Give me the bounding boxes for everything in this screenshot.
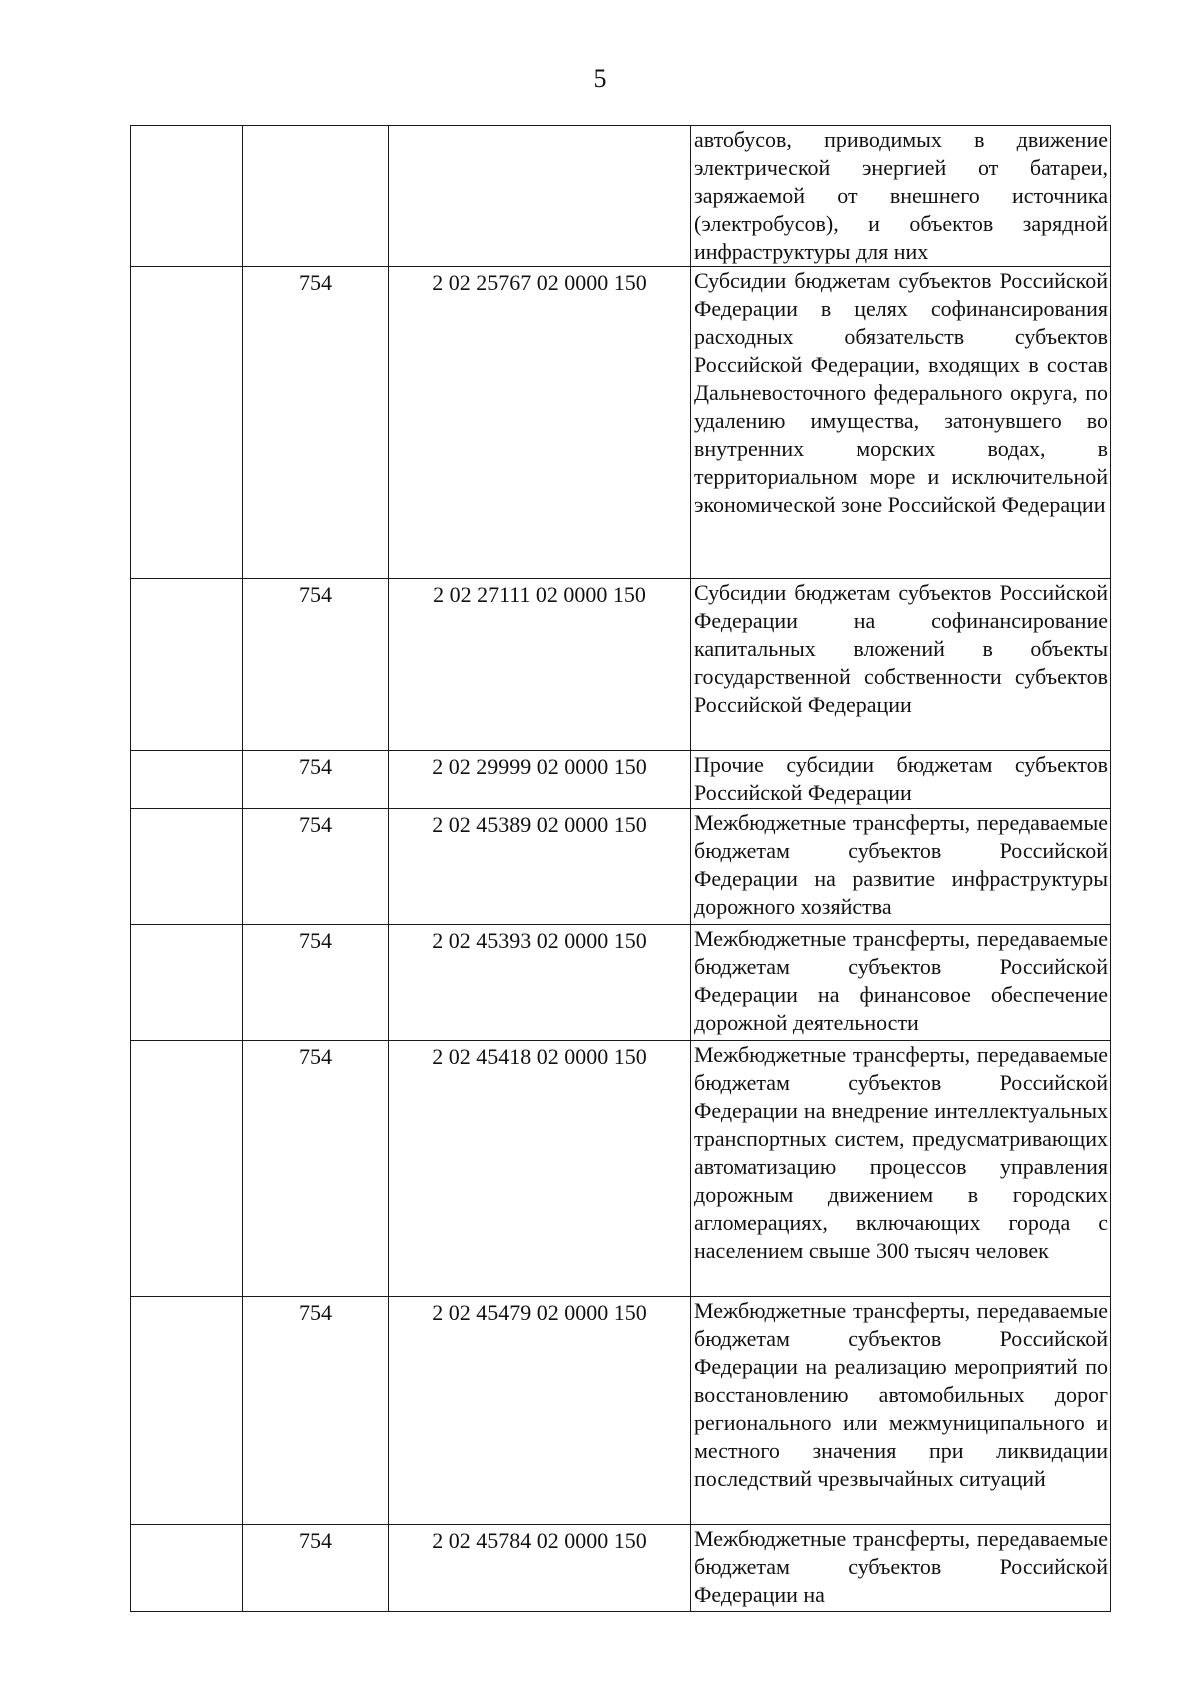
table-row: [131, 1297, 1111, 1525]
budget-code-cell: 2 02 29999 02 0000 150: [389, 751, 691, 809]
budget-code-cell: 2 02 45784 02 0000 150: [389, 1525, 691, 1612]
admin-code-cell: 754: [243, 267, 389, 579]
description-cell: автобусов, приводимых в движение электрической энергией от батареи, заряжаемой от внешнего источника (электробусов), и объектов зарядной инфраструктуры для них: [691, 126, 1111, 267]
admin-code-cell: 754: [243, 579, 389, 751]
budget-code-cell: 2 02 45389 02 0000 150: [389, 809, 691, 925]
admin-code-cell: 754: [243, 751, 389, 809]
description-cell: Прочие субсидии бюджетам субъектов Российской Федерации: [691, 751, 1111, 809]
admin-code-cell: 754: [243, 1041, 389, 1297]
table-row: [131, 751, 1111, 809]
description-cell: Межбюджетные трансферты, передаваемые бюджетам субъектов Российской Федерации на развитие инфраструктуры дорожного хозяйства: [691, 809, 1111, 925]
budget-codes-table: [130, 125, 1111, 1612]
table-row: [131, 809, 1111, 925]
row-index-cell: [131, 126, 243, 267]
description-cell: Субсидии бюджетам субъектов Российской Федерации в целях софинансирования расходных обязательств субъектов Российской Федерации, входящих в состав Дальневосточного федерального округа, по удалению имущества, затонувшего во внутренних морских водах, в территориальном море и исключительной экономической зоне Российской Федерации: [691, 267, 1111, 579]
table-row: [131, 1525, 1111, 1612]
admin-code-cell: [243, 126, 389, 267]
admin-code-cell: 754: [243, 925, 389, 1041]
page-number: 5: [593, 64, 607, 93]
budget-code-cell: 2 02 45393 02 0000 150: [389, 925, 691, 1041]
budget-code-cell: 2 02 45418 02 0000 150: [389, 1041, 691, 1297]
budget-code-cell: [389, 126, 691, 267]
admin-code-cell: 754: [243, 809, 389, 925]
budget-code-cell: 2 02 45479 02 0000 150: [389, 1297, 691, 1525]
admin-code-cell: 754: [243, 1525, 389, 1612]
table-row: [131, 925, 1111, 1041]
admin-code-cell: 754: [243, 1297, 389, 1525]
table-row: [131, 267, 1111, 579]
budget-code-cell: 2 02 25767 02 0000 150: [389, 267, 691, 579]
description-cell: Межбюджетные трансферты, передаваемые бюджетам субъектов Российской Федерации на финансовое обеспечение дорожной деятельности: [691, 925, 1111, 1041]
description-cell: Межбюджетные трансферты, передаваемые бюджетам субъектов Российской Федерации на внедрение интеллектуальных транспортных систем, предусматривающих автоматизацию процессов управления дорожным движением в городских агломерациях, включающих города с населением свыше 300 тысяч человек: [691, 1041, 1111, 1297]
row-index-cell: [131, 1297, 243, 1525]
description-cell: Межбюджетные трансферты, передаваемые бюджетам субъектов Российской Федерации на реализацию мероприятий по восстановлению автомобильных дорог регионального или межмуниципального и местного значения при ликвидации последствий чрезвычайных ситуаций: [691, 1297, 1111, 1525]
row-index-cell: [131, 267, 243, 579]
row-index-cell: [131, 925, 243, 1041]
description-cell: Субсидии бюджетам субъектов Российской Федерации на софинансирование капитальных вложений в объекты государственной собственности субъектов Российской Федерации: [691, 579, 1111, 751]
table-row: [131, 579, 1111, 751]
row-index-cell: [131, 1525, 243, 1612]
description-cell: Межбюджетные трансферты, передаваемые бюджетам субъектов Российской Федерации на: [691, 1525, 1111, 1612]
table-row: [131, 1041, 1111, 1297]
row-index-cell: [131, 1041, 243, 1297]
row-index-cell: [131, 751, 243, 809]
row-index-cell: [131, 579, 243, 751]
table-row: [131, 126, 1111, 267]
budget-code-cell: 2 02 27111 02 0000 150: [389, 579, 691, 751]
row-index-cell: [131, 809, 243, 925]
